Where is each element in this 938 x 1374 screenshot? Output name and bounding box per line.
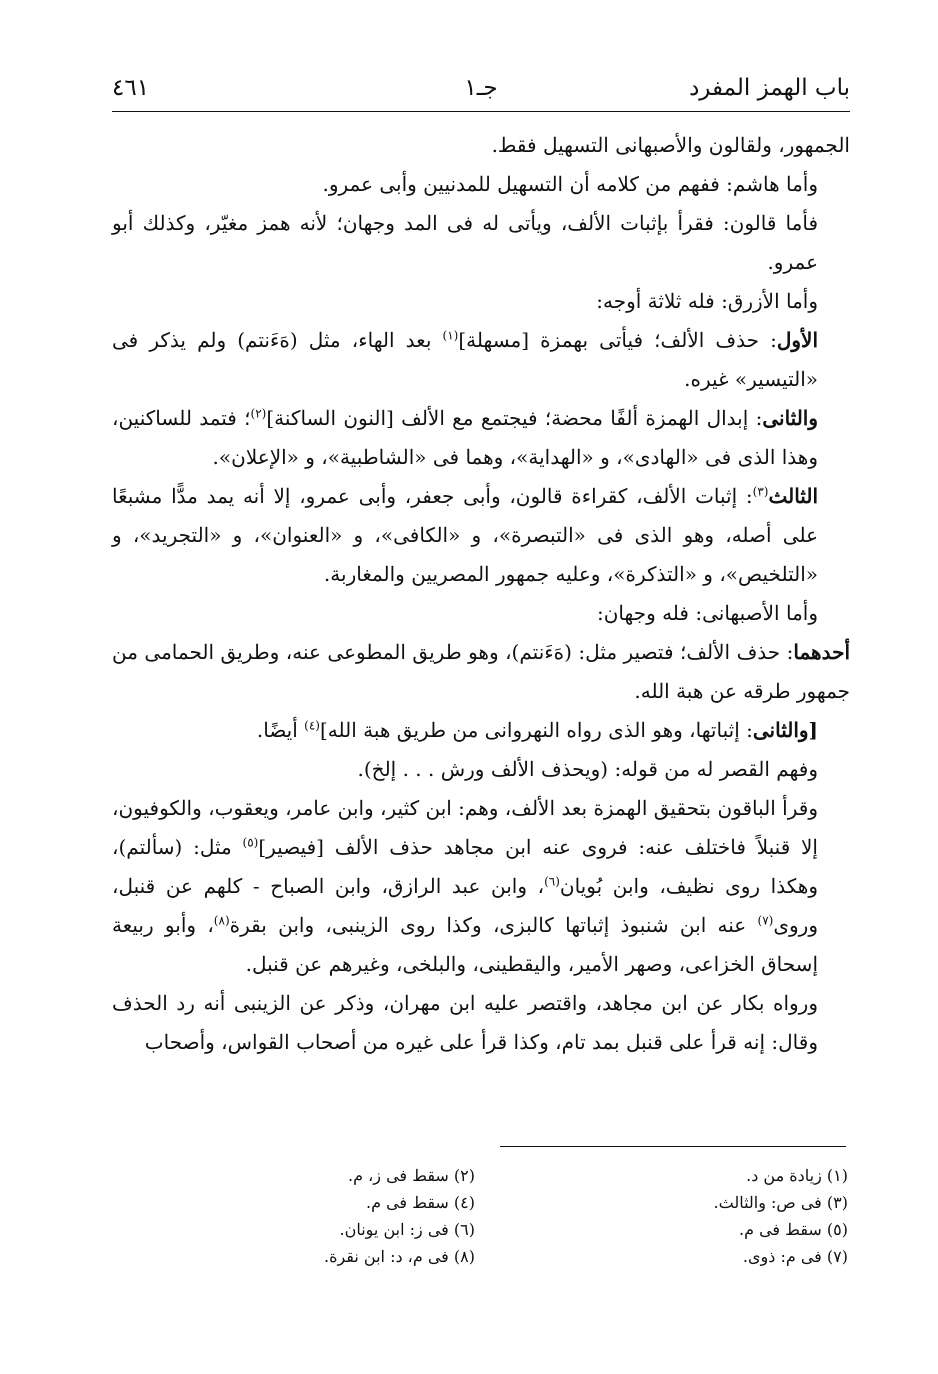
footnotes-odd [548, 1162, 848, 1270]
footnote: (٢) سقط فى ز، م. [348, 1166, 475, 1185]
footnote: (٣) فى ص: والثالث. [713, 1193, 848, 1212]
term-label: أحدهما [793, 640, 850, 664]
paragraph: وأما هاشم: ففهم من كلامه أن التسهيل للمدنيين وأبى عمرو. [322, 172, 818, 196]
footnote-ref[interactable]: (٦) [544, 874, 560, 889]
paragraph: وأما الأصبهانى: فله وجهان: [596, 601, 818, 625]
term-label: الأول [776, 328, 819, 352]
paragraph: [والثانى: إثباتها، وهو الذى رواه النهروانى من طريق هبة الله]$^{(٤)}$ أيضًا. [256, 718, 818, 742]
footnote-ref[interactable]: (٣) [752, 484, 769, 499]
paragraph: وأما الأزرق: فله ثلاثة أوجه: [596, 289, 818, 313]
paragraph: وقرأ الباقون بتحقيق الهمزة بعد الألف، وهم: ابن كثير، وابن عامر، ويعقوب، والكوفيون، إلا قنبلاً فاختلف عنه: فروى عنه ابن مجاهد حذف الألف [فيصير]$^{(٥)}$ مثل: (سألتم)، وهكذا روى نظيف، وابن بُويان$^{(٦)}$، وابن عبد الرازق، وابن الصباح - كلهم عن قنبل، وروى$^{(٧)}$ عنه ابن شنبوذ إثباتها كالبزى، وكذا روى الزينبى، وابن بقرة$^{(٨)}$، وأبو ربيعة إسحاق الخزاعى، وصهر الأمير، واليقطينى، والبلخى، وغيرهم عن قنبل. [112, 796, 818, 976]
footnote: (٤) سقط فى م. [365, 1193, 475, 1212]
volume-label: جـ١ [464, 75, 498, 101]
footnote-ref[interactable]: (٤) [304, 718, 320, 733]
footnote-ref[interactable]: (٨) [213, 913, 230, 928]
footnote: (٦) فى ز: ابن يونان. [339, 1220, 475, 1239]
paragraph: أحدهما: حذف الألف؛ فتصير مثل: (هَءَنتم)، وهو طريق المطوعى عنه، وطريق الحمامى من جمهور طرقه عن هبة الله. [112, 640, 850, 703]
term-label: [والثانى [752, 718, 818, 742]
term-label: والثانى [762, 406, 819, 430]
header-divider [112, 111, 850, 112]
footnote: (٨) فى م، د: ابن نقرة. [323, 1247, 475, 1266]
footnote: (٥) سقط فى م. [738, 1220, 848, 1239]
term-label: الثالث [768, 484, 818, 508]
footnote-ref[interactable]: (٥) [242, 835, 259, 850]
paragraph: وفهم القصر له من قوله: (ويحذف الألف ورش . . . إلخ). [357, 757, 818, 781]
footnote: (١) زيادة من د. [746, 1166, 848, 1185]
footnote-divider [500, 1146, 846, 1147]
paragraph: الأول: حذف الألف؛ فيأتى بهمزة [مسهلة]$^{(١)}$ بعد الهاء، مثل (هَءَنتم) ولم يذكر فى «التيسير» غيره. [112, 328, 819, 391]
chapter-title: باب الهمز المفرد [689, 75, 850, 101]
footnote-ref[interactable]: (٧) [757, 913, 774, 928]
paragraph: والثانى: إبدال الهمزة ألفًا محضة؛ فيجتمع مع الألف [النون الساكنة]$^{(٢)}$؛ فتمد للساكنين، وهذا الذى فى «الهادى»، و «الهداية»، وهما فى «الشاطبية»، و «الإعلان». [112, 406, 819, 469]
footnote: (٧) فى م: ذوى. [742, 1247, 848, 1266]
paragraph: ورواه بكار عن ابن مجاهد، واقتصر عليه ابن مهران، وذكر عن الزينبى أنه رد الحذف وقال: إنه قرأ على قنبل بمد تام، وكذا قرأ على غيره من أصحاب القواس، وأصحاب [112, 991, 818, 1054]
footnote-ref[interactable]: (١) [442, 328, 459, 343]
paragraph: الجمهور، ولقالون والأصبهانى التسهيل فقط. [491, 133, 850, 157]
page-header [112, 72, 850, 108]
footnotes-even [265, 1162, 475, 1270]
paragraph: فأما قالون: فقرأ بإثبات الألف، ويأتى له فى المد وجهان؛ لأنه همز مغيّر، وكذلك أبو عمرو. [112, 211, 818, 274]
main-text [112, 126, 850, 1062]
footnote-ref[interactable]: (٢) [250, 406, 267, 421]
paragraph: الثالث$^{(٣)}$: إثبات الألف، كقراءة قالون، وأبى جعفر، وأبى عمرو، إلا أنه يمد مدًّا مشبعًا على أصله، وهو الذى فى «التبصرة»، و «الكافى»، و «العنوان»، و «التجريد»، و «التلخيص»، و «التذكرة»، وعليه جمهور المصريين والمغاربة. [112, 484, 818, 586]
page-number: ٤٦١ [112, 75, 150, 101]
